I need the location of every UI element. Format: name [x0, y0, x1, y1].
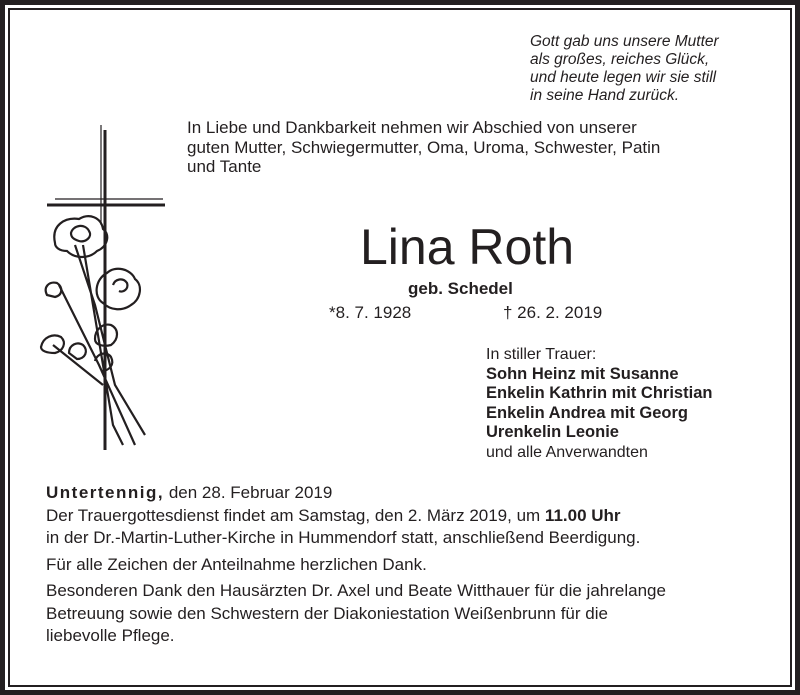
- service-info: [46, 482, 666, 648]
- service-time: 11.00 Uhr: [544, 505, 621, 525]
- maiden-name: geb. Schedel: [408, 279, 513, 298]
- intro-line: In Liebe und Dankbarkeit nehmen wir Abschied von unserer: [187, 118, 637, 137]
- death-date: † 26. 2. 2019: [503, 303, 603, 322]
- special-thanks-line: Besonderen Dank den Hausärzten Dr. Axel und Beate Witthauer für die jahrelange: [46, 581, 666, 600]
- notice-date: den 28. Februar 2019: [164, 483, 333, 502]
- motto-verse: [530, 33, 719, 105]
- special-thanks-line: Betreuung sowie den Schwestern der Diakoniestation Weißenbrunn für die: [46, 603, 608, 623]
- cross-roses-icon: [35, 125, 175, 455]
- motto-line: als großes, reiches Glück,: [530, 51, 710, 68]
- special-thanks-line: liebevolle Pflege.: [46, 626, 175, 645]
- intro-line: guten Mutter, Schwiegermutter, Oma, Uroma, Schwester, Patin: [187, 137, 661, 157]
- service-text: Der Trauergottesdienst findet am Samstag, den 2. März 2019, um: [46, 505, 545, 525]
- mourner-name: Sohn Heinz mit Susanne: [486, 364, 679, 383]
- mourners-heading: In stiller Trauer:: [486, 346, 597, 363]
- motto-line: Gott gab uns unsere Mutter: [530, 33, 719, 50]
- deceased-name: Lina Roth: [360, 219, 575, 275]
- intro-text: [187, 118, 660, 177]
- birth-date: *8. 7. 1928: [329, 303, 412, 322]
- intro-line: und Tante: [187, 157, 262, 176]
- thanks-text: Für alle Zeichen der Anteilnahme herzlichen Dank.: [46, 554, 427, 574]
- mourner-name: Enkelin Andrea mit Georg: [486, 403, 689, 422]
- mourner-name: Urenkelin Leonie: [486, 423, 619, 441]
- mourners-list: [486, 345, 712, 462]
- service-location: in der Dr.-Martin-Luther-Kirche in Hummendorf statt, anschließend Beerdigung.: [46, 528, 641, 547]
- mourners-footer: und alle Anverwandten: [486, 443, 648, 461]
- mourner-name: Enkelin Kathrin mit Christian: [486, 384, 713, 402]
- place: Untertennig,: [46, 483, 165, 502]
- motto-line: und heute legen wir sie still: [530, 69, 717, 86]
- motto-line: in seine Hand zurück.: [530, 87, 680, 104]
